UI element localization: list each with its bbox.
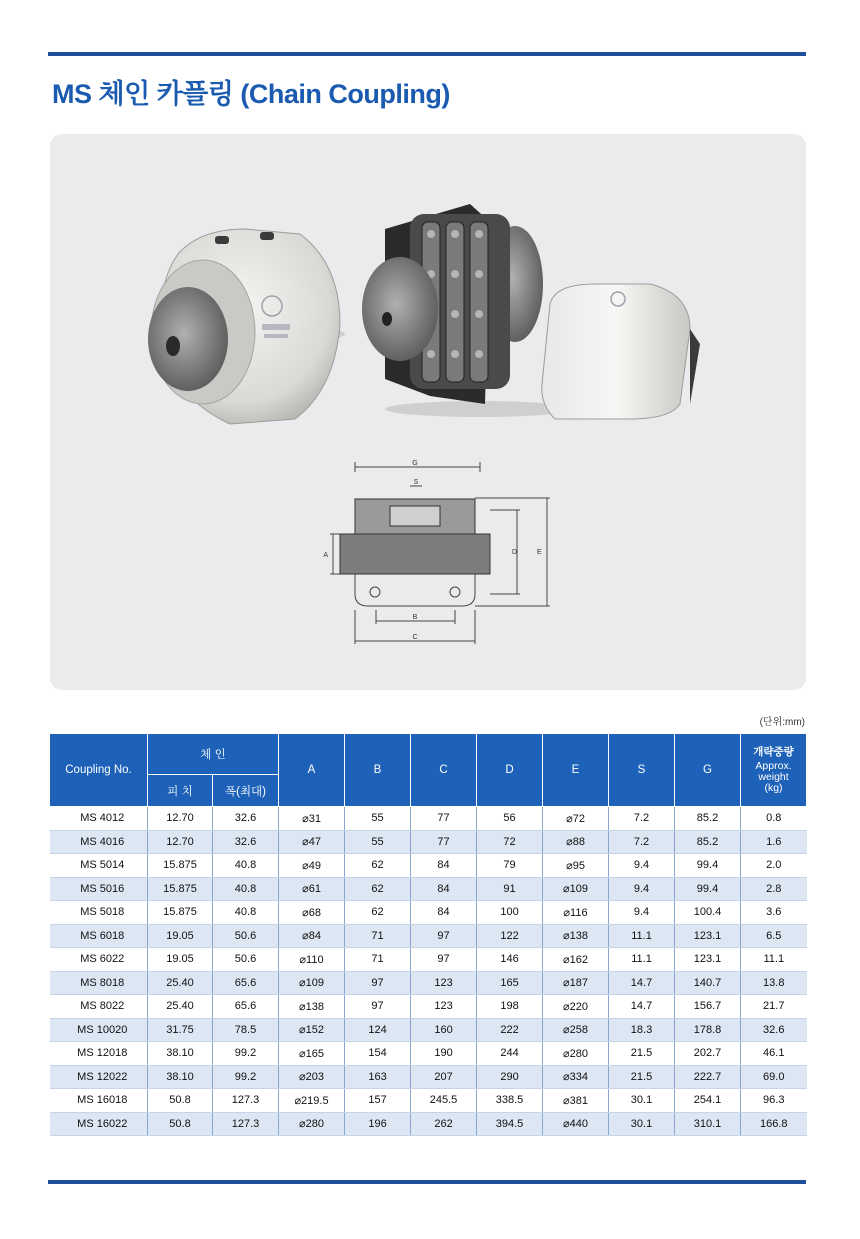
table-cell: 40.8	[213, 901, 279, 925]
table-cell: 55	[345, 830, 411, 854]
cover-half-image	[542, 284, 700, 419]
table-row	[50, 995, 807, 1019]
table-cell: 15.875	[148, 901, 213, 925]
table-cell: 123	[411, 971, 477, 995]
table-cell: 38.10	[148, 1042, 213, 1066]
table-row	[50, 1089, 807, 1113]
header-e: E	[543, 734, 609, 807]
table-cell: 156.7	[675, 995, 741, 1019]
table-row	[50, 948, 807, 972]
header-s: S	[609, 734, 675, 807]
product-illustration	[50, 134, 806, 690]
table-cell: 21.5	[609, 1065, 675, 1089]
label-s: S	[413, 479, 419, 486]
table-row	[50, 971, 807, 995]
cell-coupling-no: MS 10020	[50, 1018, 148, 1042]
table-cell: 3.6	[741, 901, 807, 925]
table-cell: ⌀47	[279, 830, 345, 854]
table-cell: 13.8	[741, 971, 807, 995]
table-cell: 96.3	[741, 1089, 807, 1113]
table-cell: 394.5	[477, 1112, 543, 1136]
table-cell: 7.2	[609, 830, 675, 854]
bottom-rule	[48, 1180, 806, 1184]
table-cell: ⌀31	[279, 807, 345, 831]
table-cell: 71	[345, 948, 411, 972]
table-cell: 77	[411, 807, 477, 831]
table-cell: 222.7	[675, 1065, 741, 1089]
table-cell: ⌀165	[279, 1042, 345, 1066]
table-cell: 62	[345, 877, 411, 901]
table-cell: 56	[477, 807, 543, 831]
table-cell: 99.2	[213, 1042, 279, 1066]
assembled-coupling-image	[148, 229, 345, 424]
table-cell: 2.0	[741, 854, 807, 878]
table-row	[50, 924, 807, 948]
table-cell: 97	[411, 924, 477, 948]
header-weight-en1: Approx.	[755, 759, 792, 772]
table-cell: 9.4	[609, 877, 675, 901]
cell-coupling-no: MS 16022	[50, 1112, 148, 1136]
table-cell: ⌀152	[279, 1018, 345, 1042]
table-cell: ⌀110	[279, 948, 345, 972]
table-cell: 21.5	[609, 1042, 675, 1066]
table-cell: 165	[477, 971, 543, 995]
table-row	[50, 830, 807, 854]
table-cell: 190	[411, 1042, 477, 1066]
top-rule	[48, 52, 806, 56]
table-row	[50, 901, 807, 925]
table-cell: 77	[411, 830, 477, 854]
spec-table-body	[50, 807, 807, 1136]
table-cell: ⌀280	[279, 1112, 345, 1136]
table-cell: 100.4	[675, 901, 741, 925]
table-cell: 71	[345, 924, 411, 948]
header-coupling-no: Coupling No.	[50, 734, 148, 807]
table-cell: 15.875	[148, 854, 213, 878]
table-row	[50, 1018, 807, 1042]
header-weight-en3: (kg)	[764, 781, 783, 794]
table-cell: 178.8	[675, 1018, 741, 1042]
table-cell: 127.3	[213, 1112, 279, 1136]
table-cell: 50.8	[148, 1112, 213, 1136]
table-cell: ⌀49	[279, 854, 345, 878]
table-cell: 160	[411, 1018, 477, 1042]
table-cell: ⌀95	[543, 854, 609, 878]
table-cell: 290	[477, 1065, 543, 1089]
table-cell: 99.2	[213, 1065, 279, 1089]
table-cell: 31.75	[148, 1018, 213, 1042]
table-cell: 6.5	[741, 924, 807, 948]
table-cell: 30.1	[609, 1112, 675, 1136]
table-cell: 25.40	[148, 995, 213, 1019]
table-cell: ⌀203	[279, 1065, 345, 1089]
table-row	[50, 807, 807, 831]
header-weight-en2: weight	[758, 770, 789, 783]
table-cell: ⌀219.5	[279, 1089, 345, 1113]
table-cell: 84	[411, 854, 477, 878]
table-row	[50, 854, 807, 878]
table-cell: 9.4	[609, 901, 675, 925]
table-cell: 0.8	[741, 807, 807, 831]
header-a: A	[279, 734, 345, 807]
table-cell: 146	[477, 948, 543, 972]
table-cell: 25.40	[148, 971, 213, 995]
cell-coupling-no: MS 5014	[50, 854, 148, 878]
table-cell: 97	[345, 971, 411, 995]
header-b: B	[345, 734, 411, 807]
table-cell: ⌀280	[543, 1042, 609, 1066]
header-weight-ko: 개략중량	[753, 745, 794, 758]
table-cell: 30.1	[609, 1089, 675, 1113]
table-cell: 9.4	[609, 854, 675, 878]
table-row	[50, 1065, 807, 1089]
table-cell: 12.70	[148, 807, 213, 831]
product-photo-panel	[50, 134, 806, 690]
table-cell: 262	[411, 1112, 477, 1136]
table-cell: 97	[411, 948, 477, 972]
table-cell: 50.8	[148, 1089, 213, 1113]
table-cell: 2.8	[741, 877, 807, 901]
table-cell: 18.3	[609, 1018, 675, 1042]
table-cell: ⌀72	[543, 807, 609, 831]
table-cell: ⌀138	[279, 995, 345, 1019]
table-cell: 65.6	[213, 971, 279, 995]
label-g: G	[412, 460, 418, 467]
table-cell: ⌀440	[543, 1112, 609, 1136]
table-cell: ⌀334	[543, 1065, 609, 1089]
table-cell: 196	[345, 1112, 411, 1136]
header-pitch: 피 치	[148, 775, 213, 807]
label-d: D	[512, 549, 518, 556]
cell-coupling-no: MS 5016	[50, 877, 148, 901]
table-cell: 254.1	[675, 1089, 741, 1113]
table-cell: 127.3	[213, 1089, 279, 1113]
table-cell: 21.7	[741, 995, 807, 1019]
table-cell: 72	[477, 830, 543, 854]
table-cell: 32.6	[741, 1018, 807, 1042]
table-cell: 157	[345, 1089, 411, 1113]
spec-table	[49, 733, 807, 1136]
table-cell: 166.8	[741, 1112, 807, 1136]
table-cell: 310.1	[675, 1112, 741, 1136]
table-cell: 19.05	[148, 924, 213, 948]
table-cell: 14.7	[609, 995, 675, 1019]
label-c: C	[412, 634, 418, 641]
table-cell: 62	[345, 901, 411, 925]
cell-coupling-no: MS 5018	[50, 901, 148, 925]
table-cell: 91	[477, 877, 543, 901]
table-cell: 19.05	[148, 948, 213, 972]
header-width: 폭(최대)	[213, 775, 279, 807]
table-cell: ⌀258	[543, 1018, 609, 1042]
table-cell: 338.5	[477, 1089, 543, 1113]
label-b: B	[412, 614, 418, 621]
table-cell: 65.6	[213, 995, 279, 1019]
table-cell: 11.1	[741, 948, 807, 972]
label-a: A	[323, 552, 328, 559]
table-cell: 207	[411, 1065, 477, 1089]
header-c: C	[411, 734, 477, 807]
table-cell: ⌀220	[543, 995, 609, 1019]
table-cell: 50.6	[213, 948, 279, 972]
table-cell: 78.5	[213, 1018, 279, 1042]
table-cell: ⌀109	[543, 877, 609, 901]
table-cell: 222	[477, 1018, 543, 1042]
dimension-drawing	[323, 460, 550, 644]
table-cell: 122	[477, 924, 543, 948]
table-cell: 99.4	[675, 877, 741, 901]
table-cell: 1.6	[741, 830, 807, 854]
table-cell: 11.1	[609, 948, 675, 972]
table-cell: 85.2	[675, 807, 741, 831]
table-cell: 84	[411, 877, 477, 901]
cell-coupling-no: MS 12018	[50, 1042, 148, 1066]
cell-coupling-no: MS 8022	[50, 995, 148, 1019]
table-cell: 40.8	[213, 854, 279, 878]
table-cell: 154	[345, 1042, 411, 1066]
table-cell: ⌀61	[279, 877, 345, 901]
table-cell: 7.2	[609, 807, 675, 831]
table-cell: ⌀187	[543, 971, 609, 995]
table-cell: 97	[345, 995, 411, 1019]
table-cell: 32.6	[213, 830, 279, 854]
cell-coupling-no: MS 12022	[50, 1065, 148, 1089]
table-cell: 79	[477, 854, 543, 878]
table-cell: ⌀138	[543, 924, 609, 948]
table-cell: 11.1	[609, 924, 675, 948]
table-cell: ⌀68	[279, 901, 345, 925]
table-cell: 85.2	[675, 830, 741, 854]
cell-coupling-no: MS 16018	[50, 1089, 148, 1113]
table-cell: ⌀162	[543, 948, 609, 972]
table-cell: 50.6	[213, 924, 279, 948]
table-cell: 55	[345, 807, 411, 831]
table-cell: 62	[345, 854, 411, 878]
cell-coupling-no: MS 4012	[50, 807, 148, 831]
table-cell: 32.6	[213, 807, 279, 831]
table-cell: 69.0	[741, 1065, 807, 1089]
table-cell: ⌀381	[543, 1089, 609, 1113]
header-g: G	[675, 734, 741, 807]
table-cell: 123.1	[675, 924, 741, 948]
table-cell: 245.5	[411, 1089, 477, 1113]
table-cell: 244	[477, 1042, 543, 1066]
table-cell: 202.7	[675, 1042, 741, 1066]
table-cell: 123.1	[675, 948, 741, 972]
table-cell: 100	[477, 901, 543, 925]
table-row	[50, 1042, 807, 1066]
table-cell: 84	[411, 901, 477, 925]
table-cell: 38.10	[148, 1065, 213, 1089]
cell-coupling-no: MS 6022	[50, 948, 148, 972]
label-e: E	[537, 549, 542, 556]
table-cell: 198	[477, 995, 543, 1019]
table-cell: ⌀88	[543, 830, 609, 854]
cell-coupling-no: MS 8018	[50, 971, 148, 995]
table-cell: 40.8	[213, 877, 279, 901]
table-row	[50, 1112, 807, 1136]
page-title: MS 체인 카플링 (Chain Coupling)	[52, 79, 450, 109]
header-chain: 체 인	[148, 734, 279, 775]
table-cell: 124	[345, 1018, 411, 1042]
header-weight	[741, 734, 807, 807]
header-d: D	[477, 734, 543, 807]
table-cell: 163	[345, 1065, 411, 1089]
table-cell: ⌀116	[543, 901, 609, 925]
cell-coupling-no: MS 6018	[50, 924, 148, 948]
unit-note: (단위:mm)	[759, 717, 805, 728]
cell-coupling-no: MS 4016	[50, 830, 148, 854]
table-cell: 140.7	[675, 971, 741, 995]
table-cell: ⌀84	[279, 924, 345, 948]
table-cell: ⌀109	[279, 971, 345, 995]
table-cell: 14.7	[609, 971, 675, 995]
table-cell: 99.4	[675, 854, 741, 878]
table-row	[50, 877, 807, 901]
table-cell: 123	[411, 995, 477, 1019]
table-cell: 46.1	[741, 1042, 807, 1066]
table-cell: 15.875	[148, 877, 213, 901]
table-cell: 12.70	[148, 830, 213, 854]
